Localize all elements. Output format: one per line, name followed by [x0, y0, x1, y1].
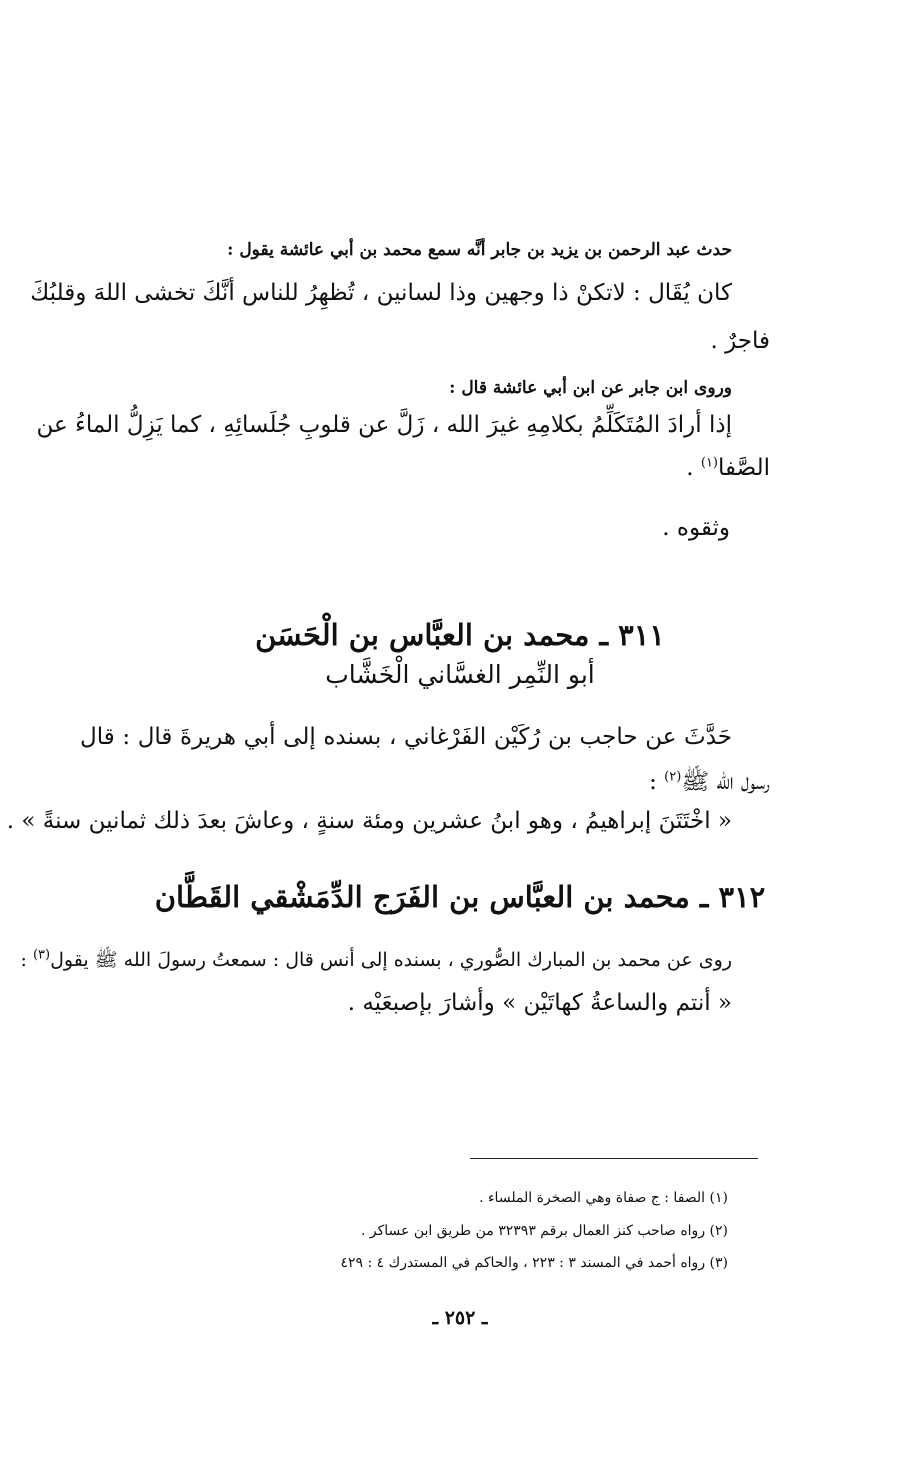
- footnote-2: (٢) رواه صاحب كنز العمال برقم ٣٢٣٩٣ من طريق ابن عساكر .: [360, 1223, 728, 1239]
- narration-line: وروى ابن جابر عن ابن أبي عائشة قال :: [449, 378, 732, 398]
- page-number: ـ ٢٥٢ ـ: [432, 1307, 488, 1329]
- closing-remark: وثقوه .: [662, 515, 730, 541]
- entry-311-line-2-text: رسول الله ﷺ: [681, 769, 770, 795]
- entry-311-title: ٣١١ ـ محمد بن العبَّاس بن الْحَسَن: [255, 618, 665, 652]
- footnote-ref-2: (٢): [664, 769, 682, 785]
- footnote-3: (٣) رواه أحمد في المسند ٣ : ٢٢٣ ، والحاكم في المستدرك ٤ : ٤٢٩: [340, 1255, 728, 1271]
- quote-line-2: فاجرٌ .: [710, 328, 770, 354]
- saying-line-1: إذا أرادَ المُتَكَلِّمُ بكلامِهِ غيرَ الله ، زَلَّ عن قلوبِ جُلَسائِهِ ، كما يَزِلُّ الماءُ عن: [36, 412, 732, 438]
- entry-312-line-1-end: :: [20, 949, 33, 971]
- entry-311-line-2-end: :: [649, 769, 665, 795]
- footnote-ref-1: (١): [700, 455, 718, 471]
- quote-line-1: كان يُقَال : لاتكنْ ذا وجهين وذا لسانين ، تُظهِرُ للناس أنَّكَ تخشى اللهَ وقلبُكَ: [30, 280, 732, 306]
- entry-312-line-1: [21, 948, 732, 976]
- saying-line-2-text: الصَّفا: [718, 455, 770, 481]
- saying-line-2-end: .: [686, 455, 701, 481]
- entry-312-title: ٣١٢ ـ محمد بن العبَّاس بن الفَرَج الدِّمَشْقي القَطَّان: [154, 880, 766, 914]
- footnote-1: (١) الصفا : ج صفاة وهي الصخرة الملساء .: [479, 1190, 728, 1206]
- entry-312-hadith: « أنتم والساعةُ كهاتَيْن » وأشارَ بإصبعَيْه .: [347, 990, 732, 1016]
- saying-line-2: [686, 455, 770, 481]
- entry-312-line-1-text: روى عن محمد بن المبارك الصُّوري ، بسنده إلى أنس قال : سمعتُ رسولَ الله ﷺ يقول: [50, 949, 732, 971]
- narration-intro: حدث عبد الرحمن بن يزيد بن جابر أنَّه سمع محمد بن أبي عائشة يقول :: [227, 240, 732, 260]
- entry-311-hadith: « اخْتَتَنَ إبراهيمُ ، وهو ابنُ عشرين ومئة سنةٍ ، وعاشَ بعدَ ذلك ثمانين سنةً » .: [6, 808, 732, 834]
- entry-311-line-1: حَدَّثَ عن حاجب بن رُكَيْن الفَرْغاني ، بسنده إلى أبي هريرةَ قال : قال: [80, 724, 732, 750]
- footnote-divider: [470, 1158, 758, 1159]
- footnote-ref-3: (٣): [32, 947, 51, 963]
- entry-311-subtitle: أبو النِّمِر الغسَّاني الْخَشَّاب: [325, 660, 595, 689]
- entry-311-line-2: [649, 767, 770, 801]
